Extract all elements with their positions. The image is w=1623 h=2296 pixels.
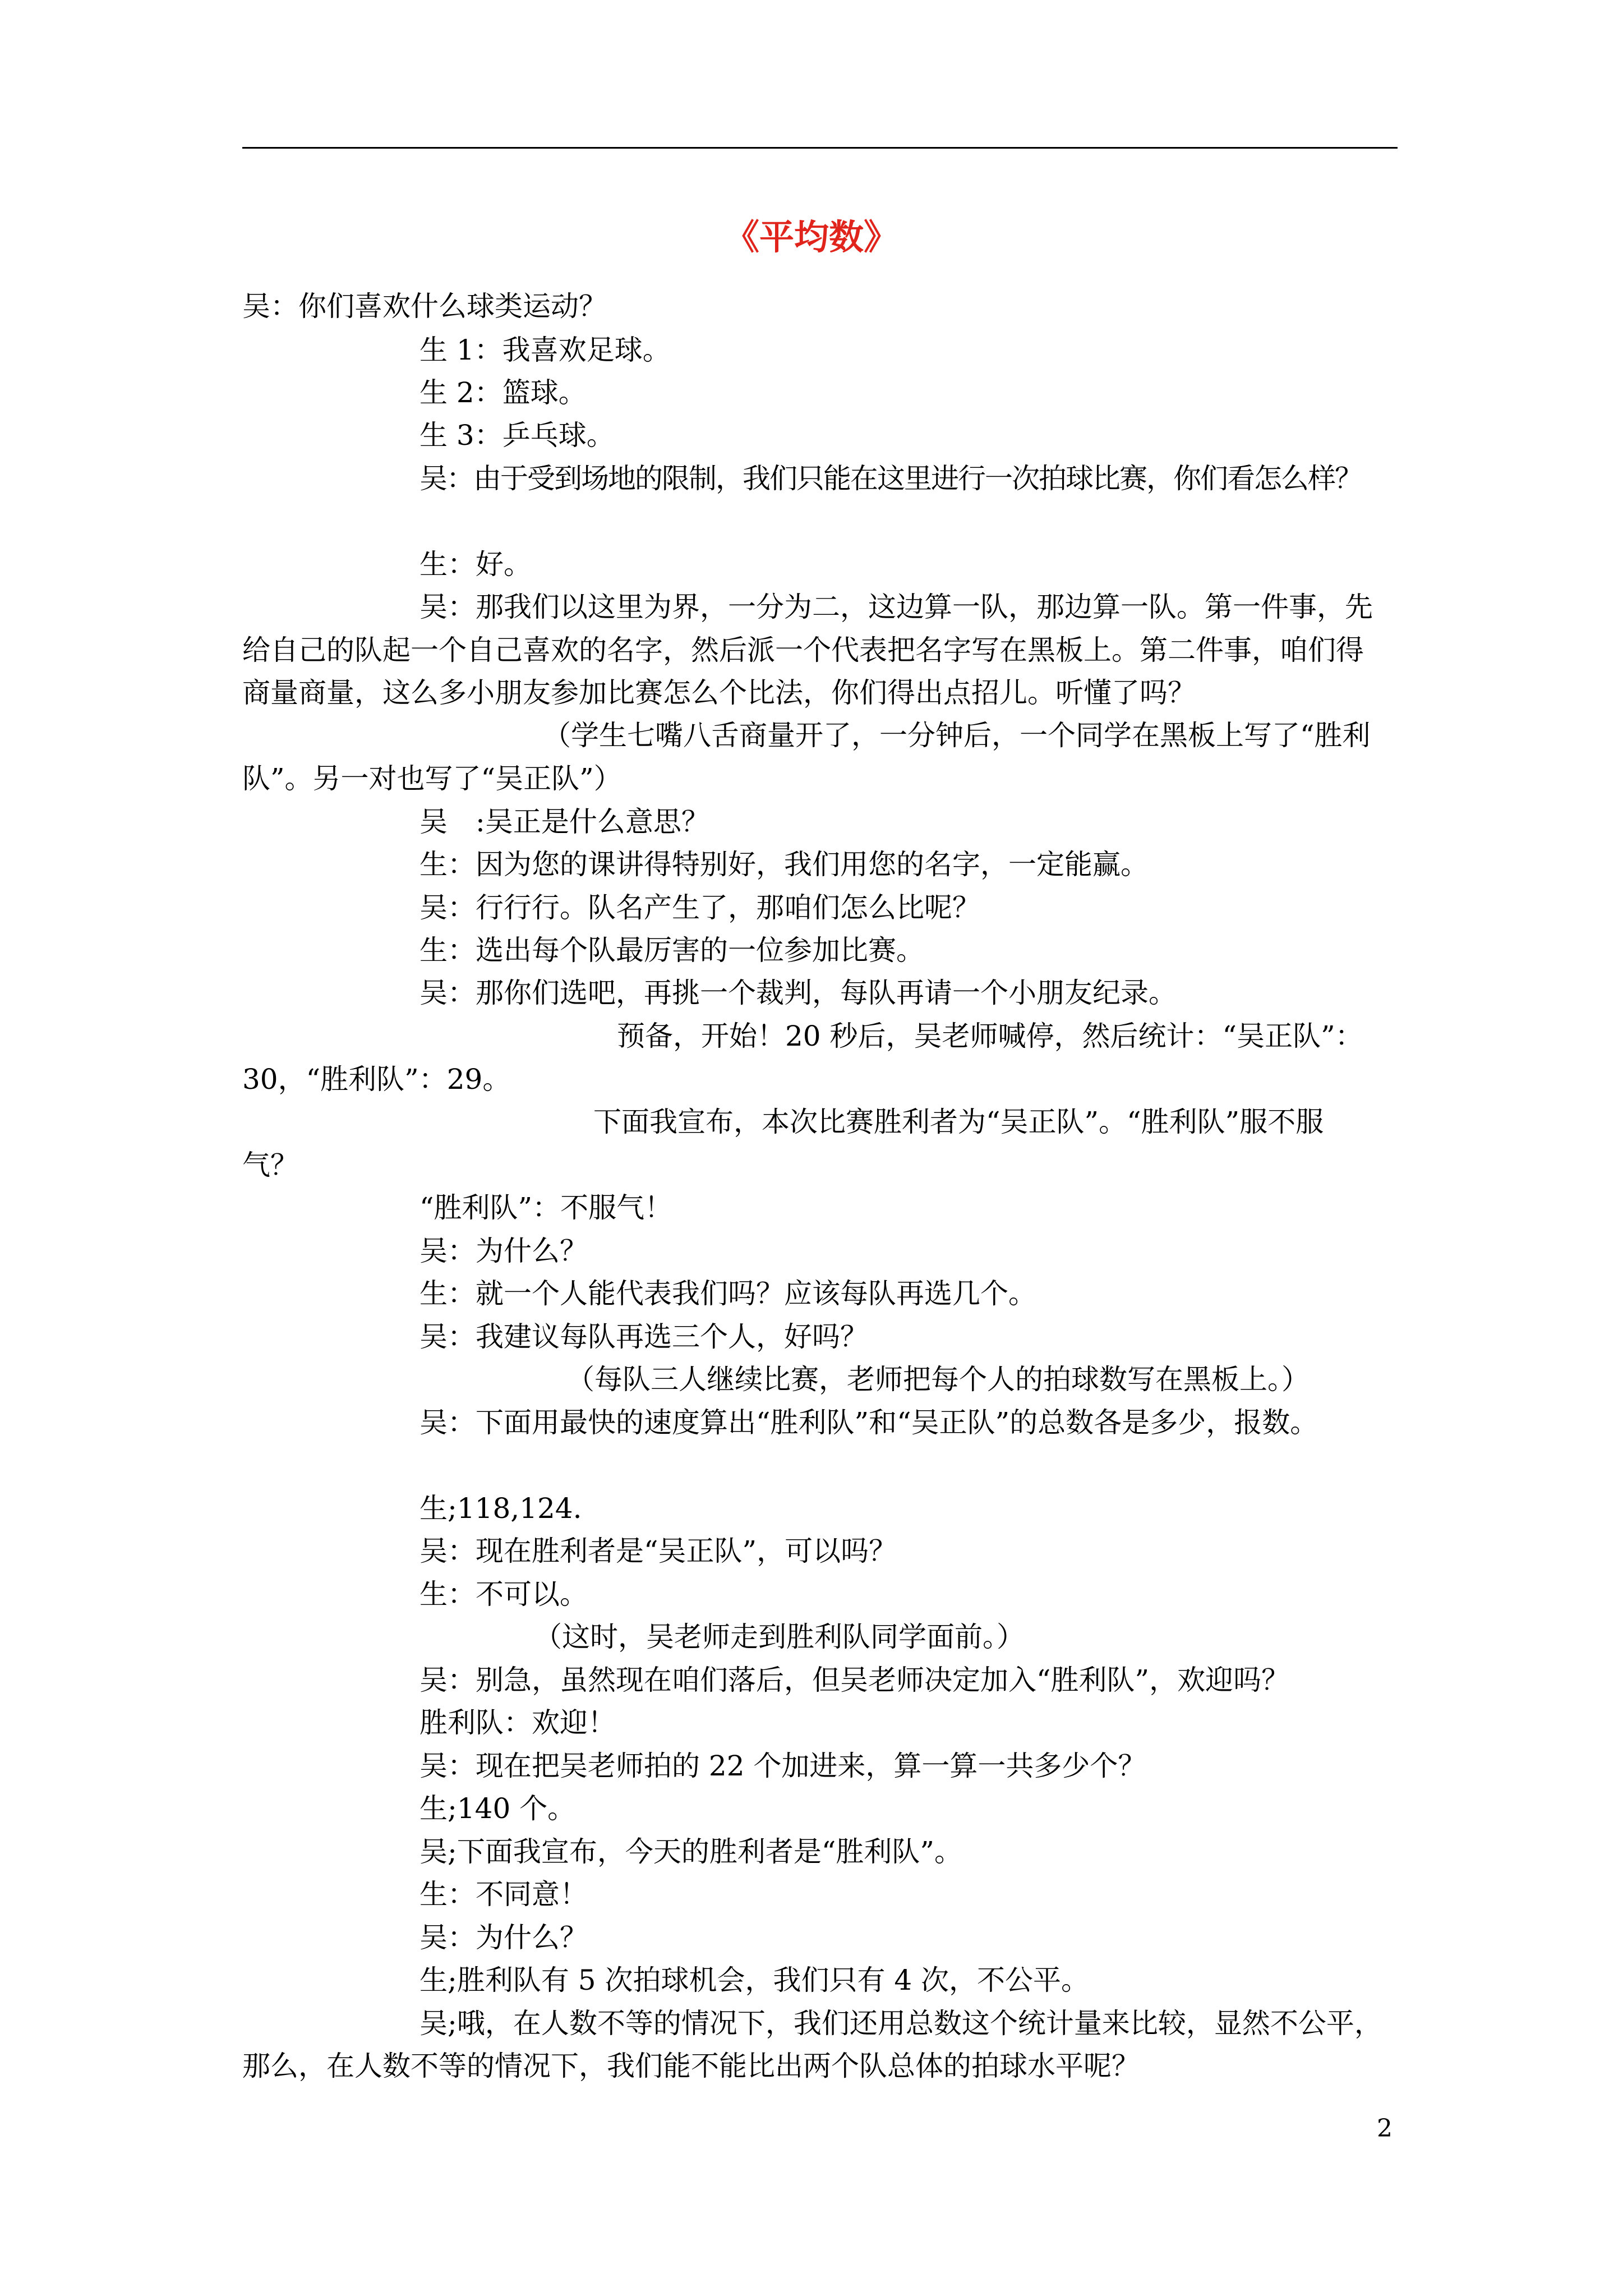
text-line: 吴：那我们以这里为界，一分为二，这边算一队，那边算一队。第一件事，先 bbox=[419, 591, 1373, 623]
text-line: 生：选出每个队最厉害的一位参加比赛。 bbox=[419, 934, 924, 967]
text-line: 那么，在人数不等的情况下，我们能不能比出两个队总体的拍球水平呢？ bbox=[242, 2050, 1140, 2082]
text-line: （这时，吴老师走到胜利队同学面前。） bbox=[534, 1621, 1025, 1653]
document-title: 《平均数》 bbox=[724, 217, 898, 257]
text-line: 生;140 个。 bbox=[419, 1792, 576, 1825]
header-rule bbox=[242, 147, 1398, 149]
text-line: 生：不同意！ bbox=[419, 1878, 588, 1911]
text-line: 吴：现在胜利者是“吴正队”，可以吗？ bbox=[419, 1535, 897, 1567]
text-line: 吴;哦，在人数不等的情况下，我们还用总数这个统计量来比较，显然不公平， bbox=[419, 2007, 1382, 2040]
page-number: 2 bbox=[1377, 2114, 1393, 2143]
text-line: 吴：由于受到场地的限制，我们只能在这里进行一次拍球比赛，你们看怎么样？ bbox=[419, 462, 1362, 495]
text-line: 下面我宣布，本次比赛胜利者为“吴正队”。“胜利队”服不服 bbox=[593, 1106, 1324, 1138]
text-line: 吴：为什么？ bbox=[419, 1921, 588, 1954]
text-line: （每队三人继续比赛，老师把每个人的拍球数写在黑板上。） bbox=[566, 1363, 1310, 1396]
text-line: 气？ bbox=[242, 1149, 298, 1181]
text-line: 生：好。 bbox=[419, 548, 532, 581]
text-line: 吴：我建议每队再选三个人，好吗？ bbox=[419, 1320, 868, 1353]
text-line: “胜利队”：不服气！ bbox=[419, 1191, 673, 1224]
text-line: 吴：那你们选吧，再挑一个裁判，每队再请一个小朋友纪录。 bbox=[419, 977, 1177, 1009]
text-line: 生;118,124. bbox=[419, 1492, 582, 1525]
text-line: 商量商量，这么多小朋友参加比赛怎么个比法，你们得出点招儿。听懂了吗？ bbox=[242, 677, 1196, 709]
text-line: 生 2：篮球。 bbox=[419, 376, 587, 409]
text-line: 吴：现在把吴老师拍的 22 个加进来，算一算一共多少个？ bbox=[419, 1750, 1146, 1782]
text-line: 吴：为什么？ bbox=[419, 1235, 588, 1267]
text-line: 生：因为您的课讲得特别好，我们用您的名字，一定能赢。 bbox=[419, 848, 1149, 881]
text-line: 生：就一个人能代表我们吗？应该每队再选几个。 bbox=[419, 1277, 1036, 1310]
text-line: 吴：行行行。队名产生了，那咱们怎么比呢？ bbox=[419, 891, 980, 924]
text-line: 吴 :吴正是什么意思？ bbox=[419, 806, 709, 838]
text-line: 生 3：乒乓球。 bbox=[419, 419, 615, 452]
text-line: 给自己的队起一个自己喜欢的名字，然后派一个代表把名字写在黑板上。第二件事，咱们得 bbox=[242, 634, 1364, 666]
text-line: 胜利队：欢迎！ bbox=[419, 1706, 616, 1739]
text-line: 生 1：我喜欢足球。 bbox=[419, 334, 671, 366]
text-line: 生;胜利队有 5 次拍球机会，我们只有 4 次，不公平。 bbox=[419, 1964, 1090, 1996]
text-line: 吴;下面我宣布，今天的胜利者是“胜利队”。 bbox=[419, 1835, 962, 1868]
text-line: 生：不可以。 bbox=[419, 1578, 588, 1611]
text-line: 吴：你们喜欢什么球类运动？ bbox=[242, 290, 607, 323]
text-line: 30，“胜利队”：29。 bbox=[242, 1063, 511, 1096]
text-line: （学生七嘴八舌商量开了，一分钟后，一个同学在黑板上写了“胜利 bbox=[543, 719, 1371, 752]
text-line: 预备，开始！20 秒后，吴老师喊停，然后统计：“吴正队”： bbox=[617, 1020, 1363, 1052]
text-line: 吴：别急，虽然现在咱们落后，但吴老师决定加入“胜利队”，欢迎吗？ bbox=[419, 1664, 1290, 1696]
text-line: 队”。另一对也写了“吴正队”） bbox=[242, 762, 622, 795]
text-line: 吴：下面用最快的速度算出“胜利队”和“吴正队”的总数各是多少，报数。 bbox=[419, 1406, 1318, 1439]
